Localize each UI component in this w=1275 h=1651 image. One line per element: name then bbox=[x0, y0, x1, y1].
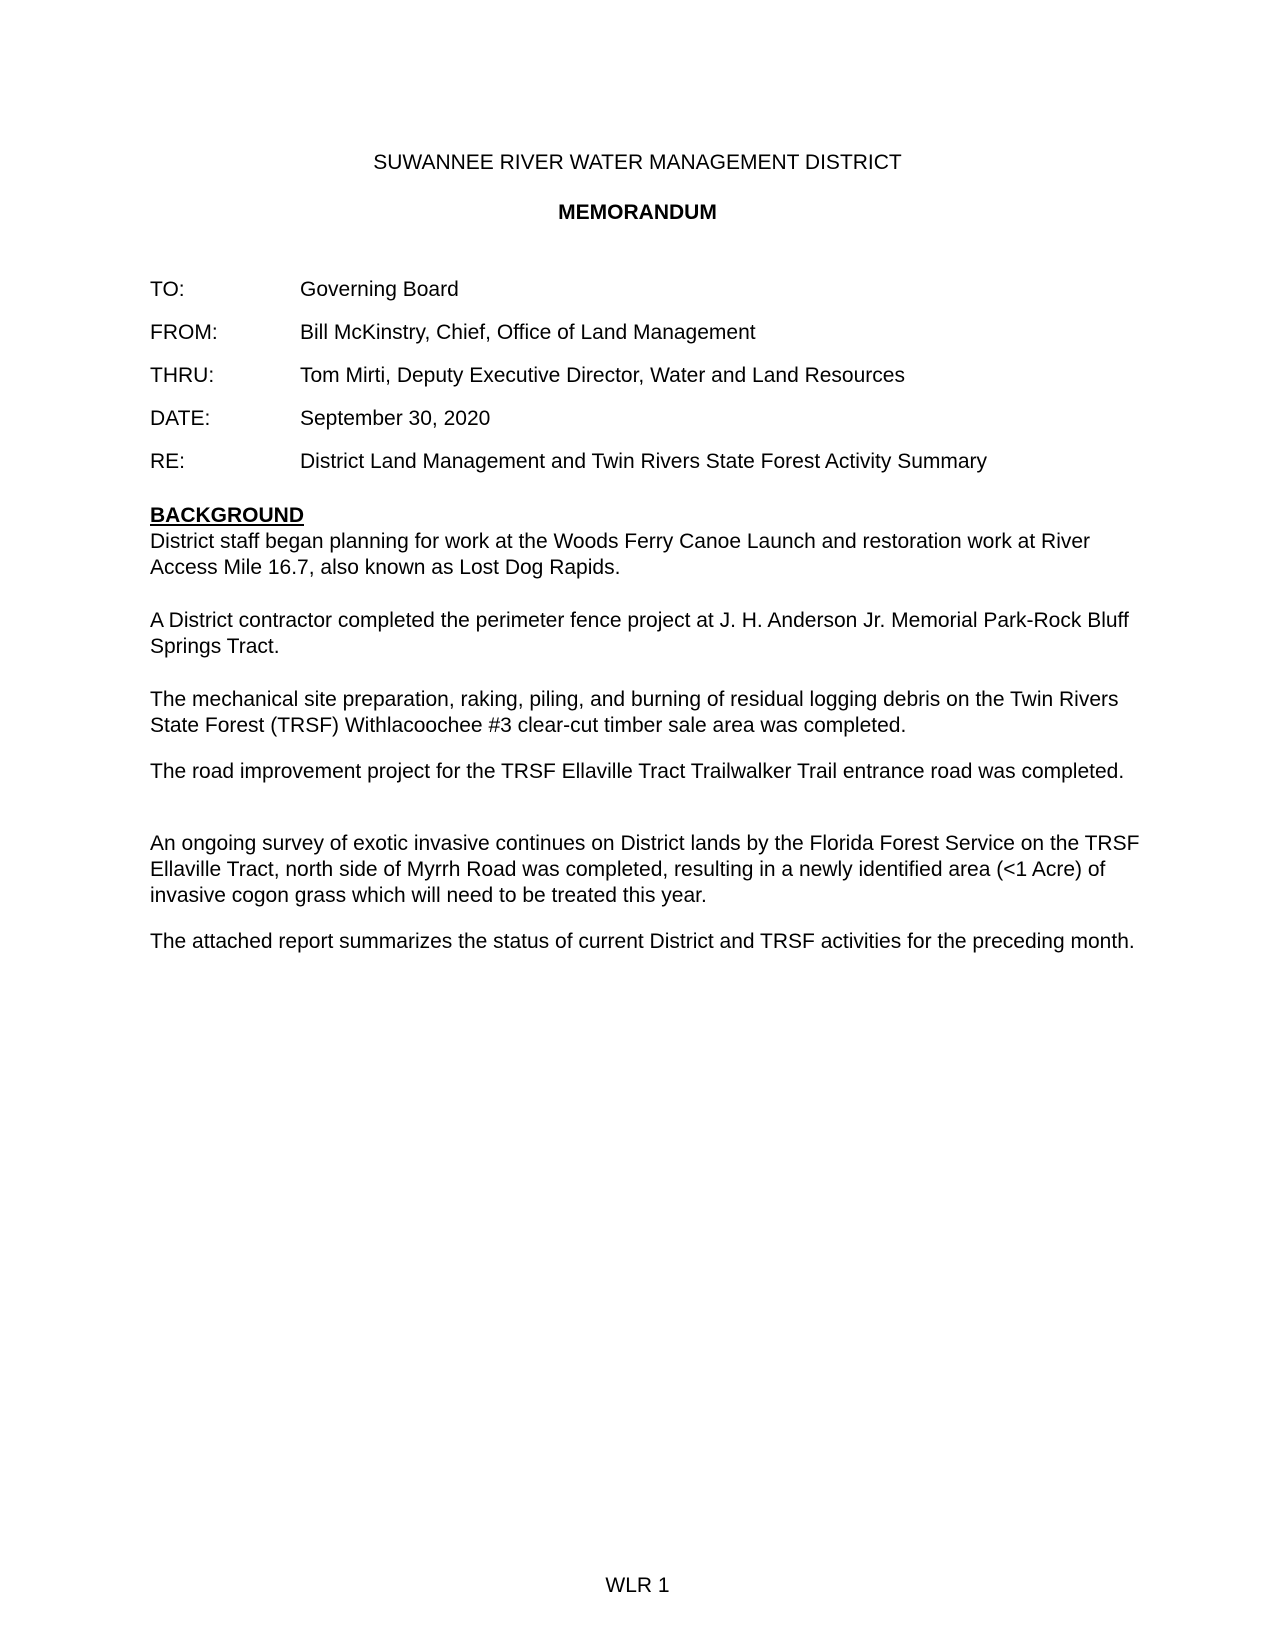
memo-field-label: FROM: bbox=[150, 321, 218, 344]
memo-field-label: DATE: bbox=[150, 407, 211, 430]
memo-field-value: Tom Mirti, Deputy Executive Director, Water and Land Resources bbox=[300, 364, 905, 387]
page-number: WLR 1 bbox=[605, 1574, 670, 1597]
memo-field-value: Bill McKinstry, Chief, Office of Land Management bbox=[300, 321, 756, 344]
memo-field-label: TO: bbox=[150, 278, 185, 301]
background-paragraph: The mechanical site preparation, raking, piling, and burning of residual logging debris on the Twin Rivers State Forest (TRSF) Withlacoochee #3 clear-cut timber sale area was completed. bbox=[150, 688, 1119, 737]
background-paragraph: An ongoing survey of exotic invasive continues on District lands by the Florida Forest Service on the TRSF Ellaville Tract, north side of Myrrh Road was completed, resulting in a newly identified area (<1 Acre) of invasive cogon grass which will need to be treated this year. bbox=[150, 832, 1140, 907]
memo-field-date bbox=[150, 406, 1150, 432]
memo-field-label: THRU: bbox=[150, 364, 215, 387]
memo-field-from bbox=[150, 320, 1150, 346]
document-type: MEMORANDUM bbox=[558, 201, 717, 224]
background-paragraph: District staff began planning for work at the Woods Ferry Canoe Launch and restoration work at River Access Mile 16.7, also known as Lost Dog Rapids. bbox=[150, 530, 1091, 579]
memo-field-value: District Land Management and Twin Rivers State Forest Activity Summary bbox=[300, 450, 988, 473]
memo-field-value: September 30, 2020 bbox=[300, 407, 491, 430]
background-paragraph: A District contractor completed the perimeter fence project at J. H. Anderson Jr. Memorial Park-Rock Bluff Springs Tract. bbox=[150, 609, 1129, 658]
organization-name: SUWANNEE RIVER WATER MANAGEMENT DISTRICT bbox=[373, 151, 902, 174]
memo-field-value: Governing Board bbox=[300, 278, 459, 301]
memo-field-label: RE: bbox=[150, 450, 186, 473]
background-heading: BACKGROUND bbox=[150, 504, 304, 527]
background-paragraph: The attached report summarizes the status of current District and TRSF activities for the preceding month. bbox=[150, 930, 1135, 953]
background-paragraph: The road improvement project for the TRSF Ellaville Tract Trailwalker Trail entrance road was completed. bbox=[150, 760, 1125, 783]
memo-field-thru bbox=[150, 363, 1150, 389]
memo-field-re bbox=[150, 449, 1150, 475]
memo-field-to bbox=[150, 277, 1150, 303]
